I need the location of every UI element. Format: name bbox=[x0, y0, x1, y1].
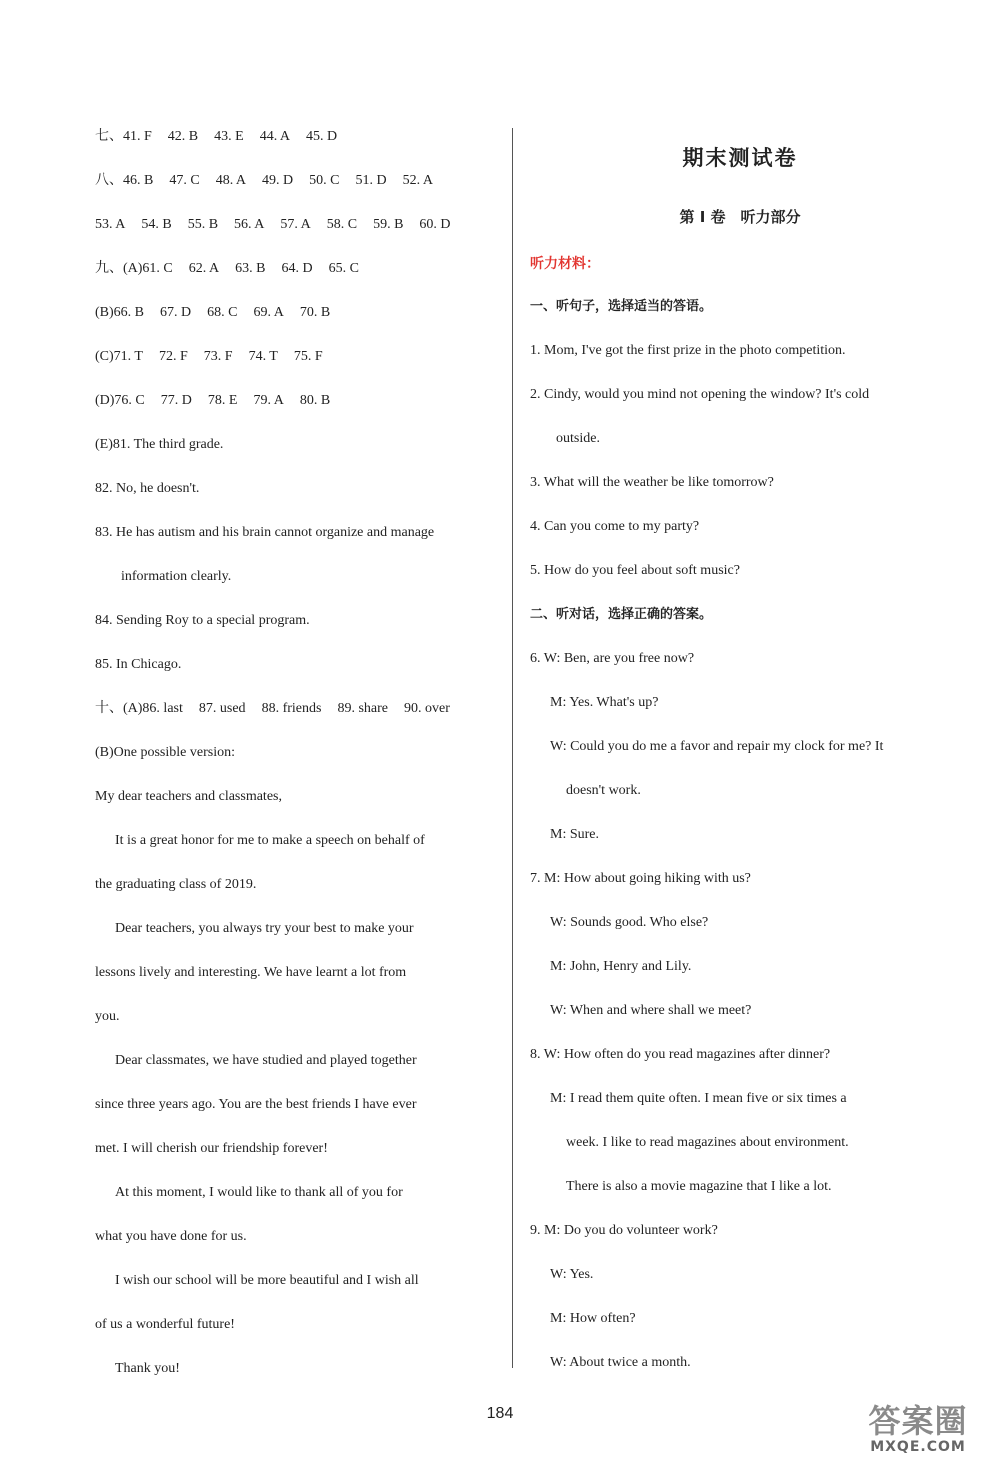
answer-item: 43. E bbox=[214, 129, 244, 144]
dialogue-line: W: Yes. bbox=[550, 1267, 594, 1282]
sentence-item: 4. Can you come to my party? bbox=[530, 519, 700, 534]
sentence-item-continued: outside. bbox=[556, 431, 600, 446]
answer-item: 72. F bbox=[158, 349, 188, 364]
answer-item: 70. B bbox=[299, 305, 331, 320]
dialogue-line: W: When and where shall we meet? bbox=[550, 1003, 752, 1018]
answer-item: 77. D bbox=[160, 393, 192, 408]
answer-item: 60. D bbox=[419, 217, 451, 232]
answer-item: 67. D bbox=[160, 305, 192, 320]
answer-item: 47. C bbox=[169, 173, 200, 188]
answer-item: 十、(A)86. last bbox=[95, 701, 183, 716]
answer-item: 59. B bbox=[373, 217, 404, 232]
answer-item: 56. A bbox=[234, 217, 265, 232]
essay-line: It is a great honor for me to make a speech on behalf of bbox=[115, 833, 425, 848]
essay-line: since three years ago. You are the best friends I have ever bbox=[95, 1097, 417, 1112]
section-heading: 二、听对话，选择正确的答案。 bbox=[530, 607, 713, 622]
answer-item: (D)76. C bbox=[95, 393, 145, 408]
sentence-item: 5. How do you feel about soft music? bbox=[530, 563, 740, 578]
answer-row bbox=[95, 210, 507, 254]
dialogue-line: W: Could you do me a favor and repair my clock for me? It bbox=[550, 739, 884, 754]
left-column bbox=[95, 122, 507, 1398]
answer-item: 74. T bbox=[248, 349, 278, 364]
answer-text: (E)81. The third grade. bbox=[95, 437, 224, 452]
answer-item: 48. A bbox=[215, 173, 247, 188]
essay-line: met. I will cherish our friendship forever! bbox=[95, 1141, 328, 1156]
dialogue-line: M: Yes. What's up? bbox=[550, 695, 659, 710]
watermark-sub: MXQE.COM bbox=[870, 1439, 966, 1455]
essay-line: of us a wonderful future! bbox=[95, 1317, 235, 1332]
answer-item: 九、(A)61. C bbox=[95, 261, 173, 276]
answer-item: 57. A bbox=[280, 217, 311, 232]
dialogue-line: 6. W: Ben, are you free now? bbox=[530, 651, 695, 666]
dialogue-line: 8. W: How often do you read magazines after dinner? bbox=[530, 1047, 831, 1062]
answer-text: 82. No, he doesn't. bbox=[95, 481, 200, 496]
answer-item: 49. D bbox=[262, 173, 294, 188]
answer-item: (C)71. T bbox=[95, 349, 143, 364]
part-title: 第 Ⅰ 卷 听力部分 bbox=[679, 208, 801, 226]
sentence-item: 2. Cindy, would you mind not opening the window? It's cold bbox=[530, 387, 870, 402]
dialogue-line-continued: There is also a movie magazine that I like a lot. bbox=[566, 1179, 832, 1194]
dialogue-line: W: Sounds good. Who else? bbox=[550, 915, 709, 930]
essay-line: I wish our school will be more beautiful and I wish all bbox=[115, 1273, 419, 1288]
essay-line: Thank you! bbox=[115, 1361, 180, 1376]
answer-item: 69. A bbox=[253, 305, 284, 320]
section-heading: 一、听句子，选择适当的答语。 bbox=[530, 299, 713, 314]
dialogue-line: M: Sure. bbox=[550, 827, 599, 842]
answer-text-continued: information clearly. bbox=[121, 569, 232, 584]
answer-text: 83. He has autism and his brain cannot organize and manage bbox=[95, 525, 435, 540]
answer-row bbox=[95, 694, 507, 738]
answer-item: 64. D bbox=[281, 261, 313, 276]
possible-version-label: (B)One possible version: bbox=[95, 745, 235, 760]
answer-item: 50. C bbox=[309, 173, 340, 188]
answer-item: 58. C bbox=[326, 217, 358, 232]
listening-material-heading: 听力材料： bbox=[530, 256, 600, 272]
dialogue-line: M: How often? bbox=[550, 1311, 636, 1326]
answer-item: 52. A bbox=[402, 173, 433, 188]
answer-item: 51. D bbox=[355, 173, 387, 188]
essay-line: At this moment, I would like to thank all of you for bbox=[115, 1185, 403, 1200]
answer-item: 53. A bbox=[95, 217, 126, 232]
answer-row bbox=[95, 254, 507, 298]
answer-item: 44. A bbox=[259, 129, 291, 144]
answer-item: 54. B bbox=[141, 217, 172, 232]
dialogue-line: M: John, Henry and Lily. bbox=[550, 959, 692, 974]
answer-item: 87. used bbox=[198, 701, 246, 716]
essay-line: Dear classmates, we have studied and played together bbox=[115, 1053, 417, 1068]
essay-line: the graduating class of 2019. bbox=[95, 877, 257, 892]
answer-item: (B)66. B bbox=[95, 305, 144, 320]
answer-item: 八、46. B bbox=[95, 173, 154, 188]
essay-line: you. bbox=[95, 1009, 120, 1024]
answer-item: 55. B bbox=[187, 217, 219, 232]
answer-row bbox=[95, 166, 507, 210]
answer-item: 63. B bbox=[235, 261, 266, 276]
sentence-item: 1. Mom, I've got the first prize in the photo competition. bbox=[530, 343, 846, 358]
answer-item: 73. F bbox=[203, 349, 233, 364]
right-column bbox=[530, 140, 950, 1392]
column-divider bbox=[512, 128, 513, 1368]
dialogue-line-continued: week. I like to read magazines about environment. bbox=[566, 1135, 849, 1150]
answer-item: 88. friends bbox=[261, 701, 322, 716]
page-number: 184 bbox=[486, 1405, 514, 1422]
essay-line: lessons lively and interesting. We have learnt a lot from bbox=[95, 965, 407, 980]
answer-item: 78. E bbox=[207, 393, 238, 408]
answer-item: 68. C bbox=[207, 305, 238, 320]
answer-row bbox=[95, 386, 507, 430]
essay-greeting: My dear teachers and classmates, bbox=[95, 789, 282, 804]
sentence-item: 3. What will the weather be like tomorrow? bbox=[530, 475, 774, 490]
watermark-main: 答案圈 bbox=[868, 1402, 968, 1440]
answer-item: 65. C bbox=[328, 261, 359, 276]
dialogue-line: W: About twice a month. bbox=[550, 1355, 691, 1370]
dialogue-line: 9. M: Do you do volunteer work? bbox=[530, 1223, 718, 1238]
answer-text: 85. In Chicago. bbox=[95, 657, 182, 672]
answer-item: 79. A bbox=[253, 393, 284, 408]
answer-item: 42. B bbox=[167, 129, 199, 144]
page-title: 期末测试卷 bbox=[682, 146, 798, 170]
answer-row bbox=[95, 298, 507, 342]
dialogue-line-continued: doesn't work. bbox=[566, 783, 641, 798]
watermark-logo bbox=[858, 1403, 978, 1463]
answer-item: 89. share bbox=[337, 701, 388, 716]
answer-text: 84. Sending Roy to a special program. bbox=[95, 613, 310, 628]
answer-item: 75. F bbox=[293, 349, 323, 364]
answer-item: 七、41. F bbox=[95, 129, 152, 144]
dialogue-line: M: I read them quite often. I mean five or six times a bbox=[550, 1091, 847, 1106]
answer-item: 90. over bbox=[404, 701, 450, 716]
answer-item: 45. D bbox=[306, 129, 338, 144]
essay-line: what you have done for us. bbox=[95, 1229, 247, 1244]
answer-item: 80. B bbox=[299, 393, 331, 408]
answer-row bbox=[95, 122, 507, 166]
dialogue-line: 7. M: How about going hiking with us? bbox=[530, 871, 751, 886]
answer-item: 62. A bbox=[188, 261, 220, 276]
essay-line: Dear teachers, you always try your best to make your bbox=[115, 921, 414, 936]
answer-row bbox=[95, 342, 507, 386]
